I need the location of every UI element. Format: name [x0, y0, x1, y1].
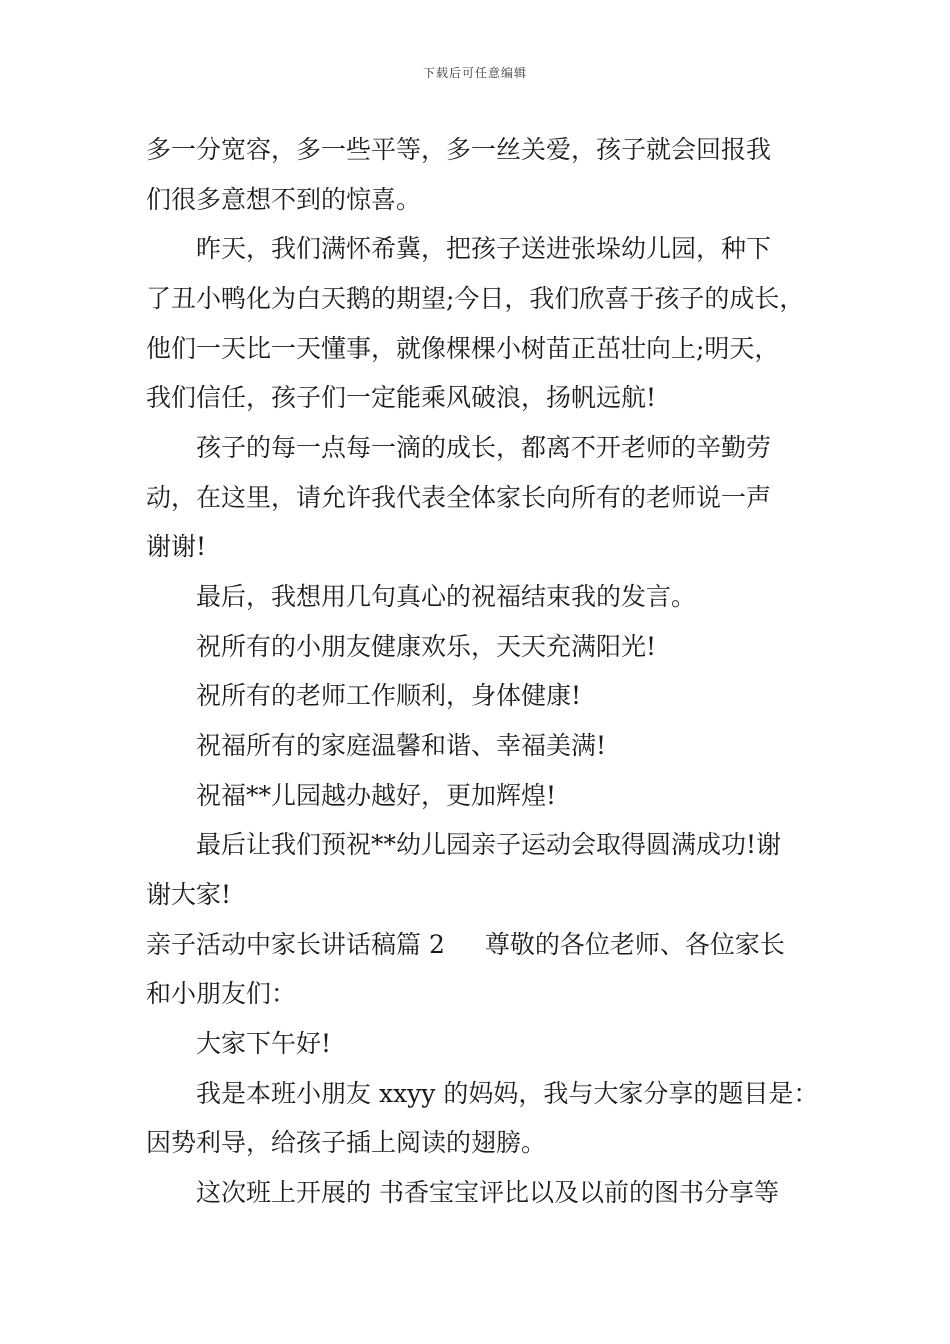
section-title: 亲子活动中家长讲话稿篇 2: [146, 930, 445, 959]
paragraph-line: 最后，我想用几句真心的祝福结束我的发言。: [196, 582, 697, 611]
paragraph-line: 我们信任，孩子们一定能乘风破浪，扬帆远航!: [146, 383, 657, 412]
paragraph-line: 谢大家!: [146, 880, 232, 909]
paragraph-line: 祝福**儿园越办越好，更加辉煌!: [196, 781, 557, 810]
paragraph-line: 祝所有的老师工作顺利，身体健康!: [196, 681, 582, 710]
salutation: 尊敬的各位老师、各位家长: [484, 930, 785, 959]
paragraph-line: 祝福所有的家庭温馨和谐、幸福美满!: [196, 731, 607, 760]
paragraph-line: 动，在这里，请允许我代表全体家长向所有的老师说一声: [146, 483, 772, 512]
paragraph-line: 和小朋友们：: [146, 979, 297, 1008]
paragraph-line: 这次班上开展的 书香宝宝评比以及以前的图书分享等: [196, 1178, 779, 1207]
paragraph-line: 他们一天比一天懂事，就像棵棵小树苗正茁壮向上;明天，: [146, 334, 780, 363]
paragraph-line: 祝所有的小朋友健康欢乐，天天充满阳光!: [196, 632, 657, 661]
section-heading-line: [146, 930, 785, 960]
paragraph-line: 们很多意想不到的惊喜。: [146, 185, 422, 214]
page-header: 下载后可任意编辑: [422, 66, 527, 80]
paragraph-line: 我是本班小朋友 xxyy 的妈妈，我与大家分享的题目是：: [196, 1079, 819, 1108]
paragraph-line: 多一分宽容，多一些平等，多一丝关爱，孩子就会回报我: [146, 135, 772, 164]
paragraph-line: 因势利导，给孩子插上阅读的翅膀。: [146, 1128, 547, 1157]
paragraph-line: 谢谢!: [146, 532, 207, 561]
paragraph-line: 大家下午好!: [196, 1029, 332, 1058]
paragraph-line: 昨天，我们满怀希冀，把孩子送进张垛幼儿园，种下: [196, 234, 772, 263]
paragraph-line: 孩子的每一点每一滴的成长，都离不开老师的辛勤劳: [196, 433, 772, 462]
paragraph-line: 最后让我们预祝**幼儿园亲子运动会取得圆满成功!谢: [196, 830, 782, 859]
paragraph-line: 了丑小鸭化为白天鹅的期望;今日，我们欣喜于孩子的成长，: [146, 284, 805, 313]
